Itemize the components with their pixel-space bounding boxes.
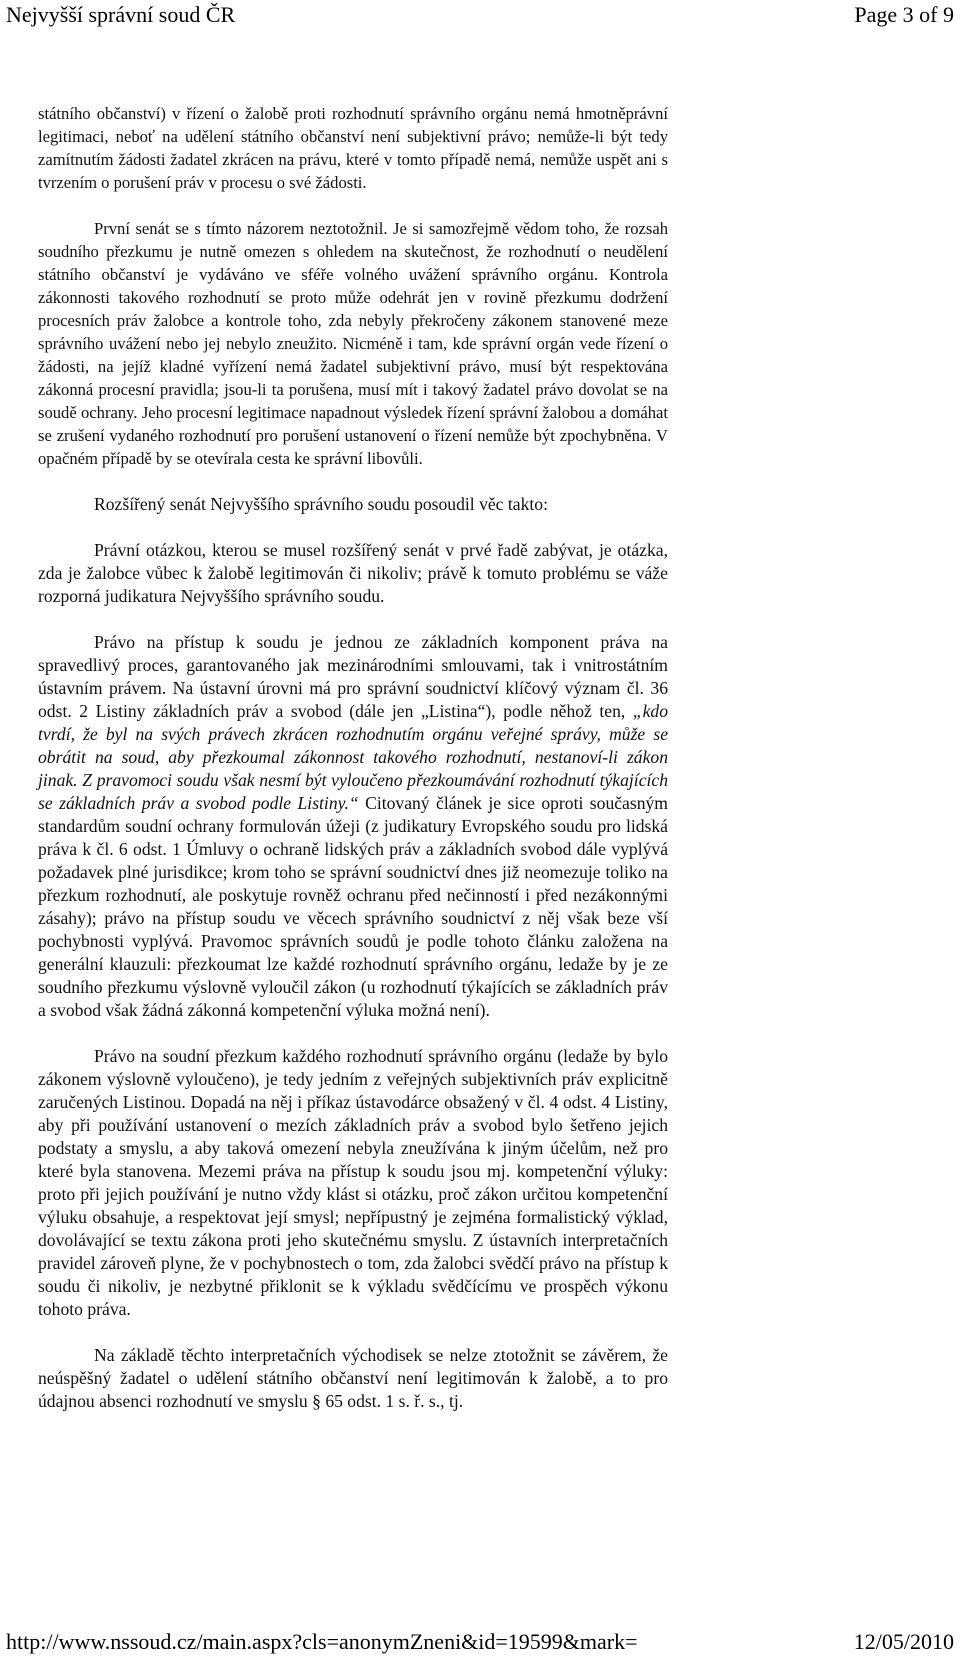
paragraph-6: Právo na soudní přezkum každého rozhodnutí správního orgánu (ledaže by bylo zákonem výslovně vyloučeno), je tedy jedním z veřejných subjektivních práv explicitně zaručených Listinou. Dopadá na něj i příkaz ústavodárce obsažený v čl. 4 odst. 4 Listiny, aby při používání ustanovení o mezích základních práv a svobod bylo šetřeno jejich podstaty a smyslu, a aby taková omezení nebyla zneužívána k jiným účelům, než pro které byla stanovena. Mezemi práva na přístup k soudu jsou mj. kompetenční výluky: proto při jejich používání je nutno vždy klást si otázku, proč zákon určitou kompetenční výluku obsahuje, a respektovat její smysl; nepřípustný je zejména formalistický výklad, dovolávající se textu zákona proti jeho skutečnému smyslu. Z ústavních interpretačních pravidel zároveň plyne, že v pochybnostech o tom, zda žalobci svědčí právo na přístup k soudu či nikoliv, je nezbytné přiklonit se k výkladu svědčícímu ve prospěch výkonu tohoto práva. (38, 1046, 668, 1319)
paragraph-5-text-a: Právo na přístup k soudu je jednou ze základních komponent práva na spravedlivý proces, garantovaného jak mezinárodními smlouvami, tak i vnitrostátním ústavním právem. Na ústavní úrovni má pro správní soudnictví klíčový význam čl. 36 odst. 2 Listiny základních práv a svobod (dále jen „Listina“), podle něhož ten, (38, 632, 668, 721)
header-title: Nejvyšší správní soud ČR (6, 2, 236, 27)
paragraph-5 (38, 631, 668, 1022)
header-page-number: Page 3 of 9 (854, 2, 954, 27)
paragraph-3: Rozšířený senát Nejvyššího správního soudu posoudil věc takto: (94, 494, 548, 514)
document-body (38, 102, 668, 1413)
paragraph-7: Na základě těchto interpretačních východisek se nelze ztotožnit se závěrem, že neúspěšný žadatel o udělení státního občanství není legitimován k žalobě, a to pro údajnou absenci rozhodnutí ve smyslu § 65 odst. 1 s. ř. s., tj. (38, 1345, 668, 1411)
footer-date: 12/05/2010 (853, 1629, 954, 1654)
paragraph-4: Právní otázkou, kterou se musel rozšířený senát v prvé řadě zabývat, je otázka, zda je žalobce vůbec k žalobě legitimován či nikoliv; právě k tomuto problému se váže rozporná judikatura Nejvyššího správního soudu. (38, 540, 668, 606)
paragraph-5-text-c: Citovaný článek je sice oproti současným standardům soudní ochrany formulován úžeji (z judikatury Evropského soudu pro lidská práva k čl. 6 odst. 1 Úmluvy o ochraně lidských práv a základních svobod dále vyplývá požadavek plné jurisdikce; krom toho se správní soudnictví dnes již neomezuje toliko na přezkum rozhodnutí, ale poskytuje rovněž ochranu před nečinností i před nezákonnými zásahy); právo na přístup soudu ve věcech správního soudnictví z něj však beze vší pochybnosti vyplývá. Pravomoc správních soudů je podle tohoto článku založena na generální klauzuli: přezkoumat lze každé rozhodnutí správního orgánu, ledaže by je ze soudního přezkumu výslovně vyloučil zákon (u rozhodnutí týkajících se základních práv a svobod však žádná zákonná kompetenční výluka možná není). (38, 793, 668, 1020)
page-footer (0, 1629, 960, 1655)
paragraph-2: První senát se s tímto názorem neztotožnil. Je si samozřejmě vědom toho, že rozsah soudního přezkumu je nutně omezen s ohledem na skutečnost, že rozhodnutí o neudělení státního občanství je vydáváno ve sféře volného uvážení správního orgánu. Kontrola zákonnosti takového rozhodnutí se proto může odehrát jen v rovině přezkumu dodržení procesních práv žalobce a kontrole toho, zda nebyly překročeny zákonem stanovené meze správního uvážení nebo jej nebylo zneužito. Nicméně i tam, kde správní orgán vede řízení o žádosti, na jejíž kladné vyřízení nemá žadatel subjektivní právo, musí být respektována zákonná procesní pravidla; jsou-li ta porušena, musí mít i takový žadatel právo dovolat se na soudě ochrany. Jeho procesní legitimace napadnout výsledek řízení správní žalobou a domáhat se zrušení vydaného rozhodnutí pro porušení ustanovení o řízení nemůže být zpochybněna. V opačném případě by se otevírala cesta ke správní libovůli. (38, 219, 668, 468)
footer-url: http://www.nssoud.cz/main.aspx?cls=anonymZneni&id=19599&mark= (6, 1629, 638, 1654)
paragraph-5-quote: „kdo tvrdí, že byl na svých právech zkrácen rozhodnutím orgánu veřejné správy, může se obrátit na soud, aby přezkoumal zákonnost takového rozhodnutí, nestanoví-li zákon jinak. Z pravomoci soudu však nesmí být vyloučeno přezkoumávání rozhodnutí týkajících se základních práv a svobod podle Listiny.“ (38, 701, 668, 813)
page-header (0, 2, 960, 28)
paragraph-1: státního občanství) v řízení o žalobě proti rozhodnutí správního orgánu nemá hmotněprávní legitimaci, neboť na udělení státního občanství není subjektivní právo; nemůže-li být tedy zamítnutím žádosti žadatel zkrácen na právu, které v tomto případě nemá, nemůže uspět ani s tvrzením o porušení práv v procesu o své žádosti. (38, 104, 668, 192)
